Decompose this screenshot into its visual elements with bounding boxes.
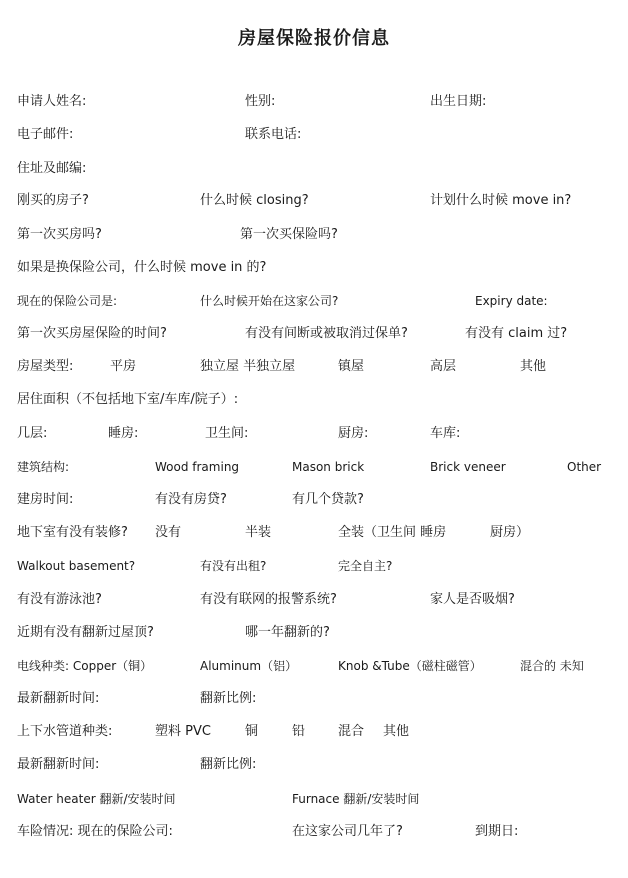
field-label: 翻新比例:: [200, 691, 257, 706]
field-label: 如果是换保险公司，什么时候 move in 的?: [17, 260, 267, 275]
field-label: 到期日:: [475, 824, 519, 839]
field-label: 完全自主?: [338, 559, 393, 573]
form-row: [0, 291, 628, 313]
field-label: 有没有游泳池?: [17, 592, 102, 607]
field-label: 高层: [430, 359, 457, 374]
form-row: [0, 92, 628, 114]
field-label: 睡房:: [108, 426, 139, 441]
form-row: [0, 457, 628, 479]
form-row: [0, 357, 628, 379]
field-label: Other: [567, 460, 602, 474]
field-label: 电子邮件:: [17, 127, 74, 142]
form-row: [0, 656, 628, 678]
field-label: Wood framing: [155, 460, 240, 474]
field-label: 最新翻新时间:: [17, 757, 100, 772]
field-label: 第一次买房屋保险的时间?: [17, 326, 167, 341]
field-label: 铅: [292, 724, 306, 739]
form-row: [0, 755, 628, 777]
field-label: 家人是否吸烟?: [430, 592, 515, 607]
field-label: Expiry date:: [475, 294, 548, 308]
form-row: [0, 125, 628, 147]
field-label: 厨房:: [338, 426, 369, 441]
form-row: [0, 689, 628, 711]
field-label: 有没有 claim 过?: [465, 326, 568, 341]
field-label: Mason brick: [292, 460, 365, 474]
form-row: [0, 159, 628, 181]
field-label: 计划什么时候 move in?: [430, 193, 572, 208]
form-row: [0, 324, 628, 346]
field-label: 没有: [155, 525, 182, 540]
field-label: Knob &Tube（磁柱磁管）: [338, 659, 482, 673]
field-label: 有没有出租?: [200, 559, 267, 573]
field-label: Furnace 翻新/安装时间: [292, 792, 420, 806]
field-label: 住址及邮编:: [17, 161, 87, 176]
field-label: 平房: [110, 359, 137, 374]
field-label: 电线种类: Copper（铜）: [17, 659, 153, 673]
field-label: Water heater 翻新/安装时间: [17, 792, 176, 806]
field-label: 塑料 PVC: [155, 724, 211, 739]
field-label: 最新翻新时间:: [17, 691, 100, 706]
field-label: 其他: [383, 724, 410, 739]
field-label: 镇屋: [338, 359, 365, 374]
field-label: 地下室有没有装修?: [17, 525, 128, 540]
field-label: Walkout basement?: [17, 559, 136, 573]
page-title: 房屋保险报价信息: [238, 28, 390, 49]
field-label: 几层:: [17, 426, 48, 441]
field-label: 独立屋 半独立屋: [200, 359, 296, 374]
field-label: 什么时候 closing?: [200, 193, 309, 208]
field-label: 房屋类型:: [17, 359, 74, 374]
form-row: [0, 258, 628, 280]
field-label: 铜: [245, 724, 259, 739]
field-label: 第一次买房吗?: [17, 227, 102, 242]
field-label: 上下水管道种类:: [17, 724, 113, 739]
field-label: 什么时候开始在这家公司?: [200, 294, 339, 308]
form-row: [0, 225, 628, 247]
field-label: 翻新比例:: [200, 757, 257, 772]
field-label: Brick veneer: [430, 460, 506, 474]
field-label: 有没有间断或被取消过保单?: [245, 326, 408, 341]
field-label: 车险情况: 现在的保险公司:: [17, 824, 173, 839]
field-label: 有几个贷款?: [292, 492, 364, 507]
form-row: [0, 490, 628, 512]
form-row: [0, 722, 628, 744]
field-label: 厨房）: [490, 525, 530, 540]
field-label: 有没有联网的报警系统?: [200, 592, 337, 607]
field-label: 建筑结构:: [17, 460, 70, 474]
field-label: 第一次买保险吗?: [240, 227, 338, 242]
field-label: 在这家公司几年了?: [292, 824, 403, 839]
field-label: Aluminum（铝）: [200, 659, 298, 673]
field-label: 申请人姓名:: [17, 94, 87, 109]
form-row: [0, 523, 628, 545]
field-label: 联系电话:: [245, 127, 302, 142]
field-label: 半装: [245, 525, 272, 540]
form-row: [0, 789, 628, 811]
field-label: 居住面积（不包括地下室/车库/院子）:: [17, 392, 239, 407]
form-row: [0, 623, 628, 645]
field-label: 出生日期:: [430, 94, 487, 109]
field-label: 建房时间:: [17, 492, 74, 507]
form-row: [0, 590, 628, 612]
form-row: [0, 390, 628, 412]
field-label: 其他: [520, 359, 547, 374]
form-row: [0, 556, 628, 578]
form-row: [0, 424, 628, 446]
field-label: 近期有没有翻新过屋顶?: [17, 625, 154, 640]
field-label: 车库:: [430, 426, 461, 441]
field-label: 混合的 未知: [520, 659, 584, 673]
field-label: 卫生间:: [205, 426, 249, 441]
field-label: 现在的保险公司是:: [17, 294, 118, 308]
form-row: [0, 191, 628, 213]
field-label: 刚买的房子?: [17, 193, 89, 208]
field-label: 混合: [338, 724, 365, 739]
form-row: [0, 822, 628, 844]
field-label: 全装（卫生间 睡房: [338, 525, 447, 540]
field-label: 有没有房贷?: [155, 492, 227, 507]
field-label: 哪一年翻新的?: [245, 625, 330, 640]
field-label: 性别:: [245, 94, 276, 109]
